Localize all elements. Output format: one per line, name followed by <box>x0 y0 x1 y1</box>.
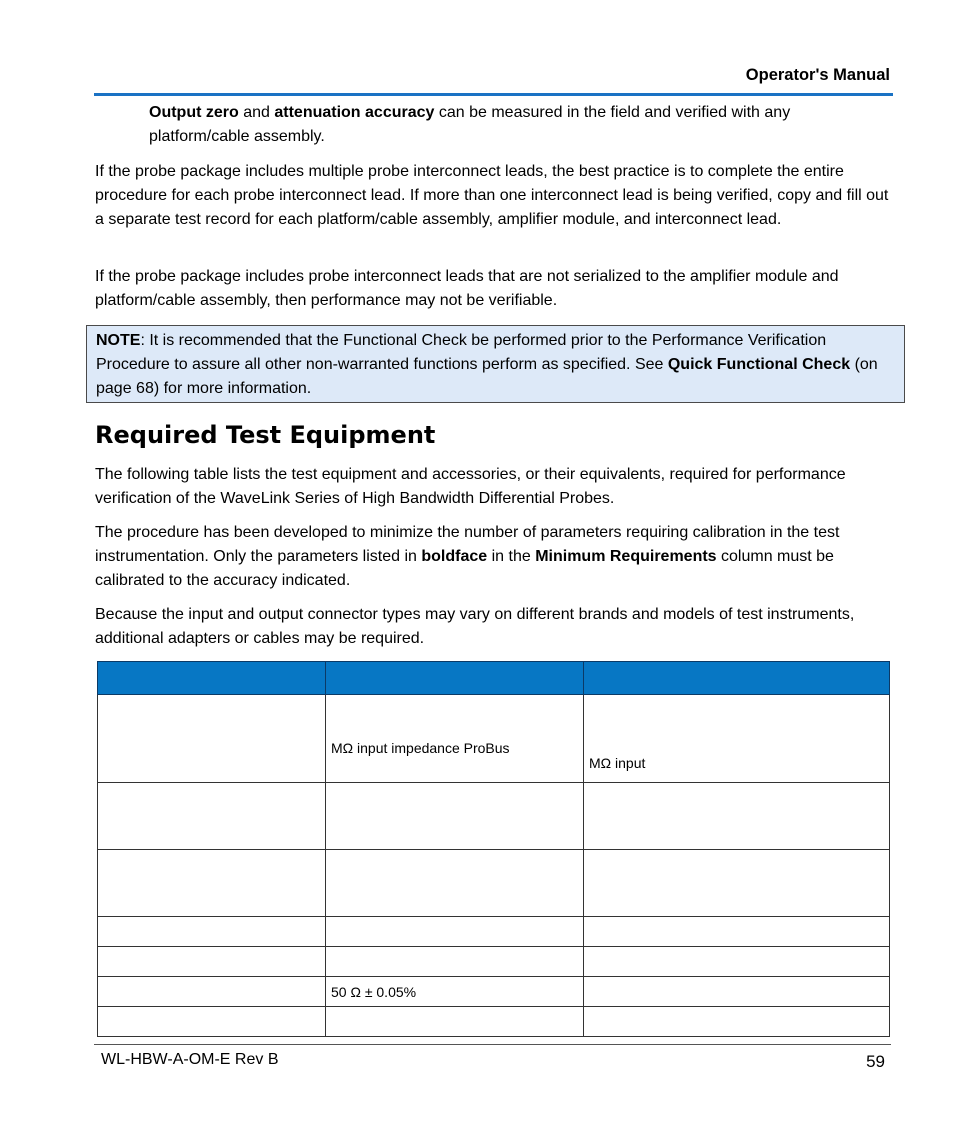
intro-paragraph <box>149 101 895 149</box>
note-text-1: : It is recommended that the Functional Check be performed prior to the Performance Verification Procedure to assure all other non-warranted functions perform as specified. See <box>96 332 827 373</box>
test-equipment-table <box>97 661 890 1037</box>
table-row <box>98 783 890 850</box>
table-header-row <box>98 662 890 695</box>
paragraph-not-serialized: If the probe package includes probe interconnect leads that are not serialized to the amplifier module and platform/cable assembly, then performance may not be verifiable. <box>95 268 839 309</box>
table-row <box>98 977 890 1007</box>
document-id: WL-HBW-A-OM-E Rev B <box>101 1051 279 1068</box>
note-text-2: (on page 68) for more information. <box>96 356 878 397</box>
running-header: Operator's Manual <box>745 66 890 84</box>
note-label: NOTE <box>96 332 141 349</box>
table-cell <box>98 947 326 977</box>
table-row <box>98 695 890 783</box>
intro-text-2: can be measured in the field and verified with any platform/cable assembly. <box>149 104 791 145</box>
table-row <box>98 1007 890 1037</box>
table-cell: MΩ input impedance ProBus <box>326 695 584 783</box>
table-cell <box>98 783 326 850</box>
table-row <box>98 947 890 977</box>
section-heading: Required Test Equipment <box>95 421 436 449</box>
table-cell <box>584 977 890 1007</box>
table-header-cell <box>98 662 326 695</box>
table-cell: MΩ input <box>584 695 890 783</box>
table-cell <box>584 947 890 977</box>
table-cell <box>326 850 584 917</box>
table-cell <box>584 1007 890 1037</box>
table-cell: 50 Ω ± 0.05% <box>326 977 584 1007</box>
intro-text-1: and <box>238 104 275 121</box>
header-rule <box>94 93 893 96</box>
note-box <box>86 325 905 403</box>
minimum-requirements-term: Minimum Requirements <box>535 548 717 565</box>
table-cell <box>326 1007 584 1037</box>
paragraph-table-intro: The following table lists the test equipment and accessories, or their equivalents, required for performance verification of the WaveLink Series of High Bandwidth Differential Probes. <box>95 466 846 507</box>
table-header-cell <box>326 662 584 695</box>
table-cell <box>326 917 584 947</box>
intro-bold-2: attenuation accuracy <box>274 104 435 121</box>
table-cell <box>584 850 890 917</box>
table-cell <box>584 917 890 947</box>
table-cell <box>98 850 326 917</box>
table-row <box>98 917 890 947</box>
table-cell <box>98 1007 326 1037</box>
table-cell <box>584 783 890 850</box>
intro-bold-1: Output zero <box>149 104 239 121</box>
paragraph-interconnect-leads: If the probe package includes multiple probe interconnect leads, the best practice is to complete the entire procedure for each probe interconnect lead. If more than one interconnect lead is being verified, copy and fill out a separate test record for each platform/cable assembly, amplifier module, and interconnect lead. <box>95 163 889 228</box>
table-cell <box>326 947 584 977</box>
footer-rule <box>94 1044 891 1045</box>
table-row <box>98 850 890 917</box>
paragraph-calibration: The procedure has been developed to minimize the number of parameters requiring calibration in the test instrumentation. Only the parameters listed in boldface in the Minimum Requirements column must be calibrated to the accuracy indicated. <box>95 524 840 589</box>
table-cell <box>326 783 584 850</box>
table-header-cell <box>584 662 890 695</box>
table-cell <box>98 695 326 783</box>
page-number: 59 <box>866 1052 885 1071</box>
table-cell <box>98 917 326 947</box>
quick-functional-check-link[interactable]: Quick Functional Check <box>667 356 851 373</box>
boldface-term: boldface <box>421 548 488 565</box>
table-cell <box>98 977 326 1007</box>
paragraph-adapters: Because the input and output connector types may vary on different brands and models of test instruments, additional adapters or cables may be required. <box>95 606 855 647</box>
